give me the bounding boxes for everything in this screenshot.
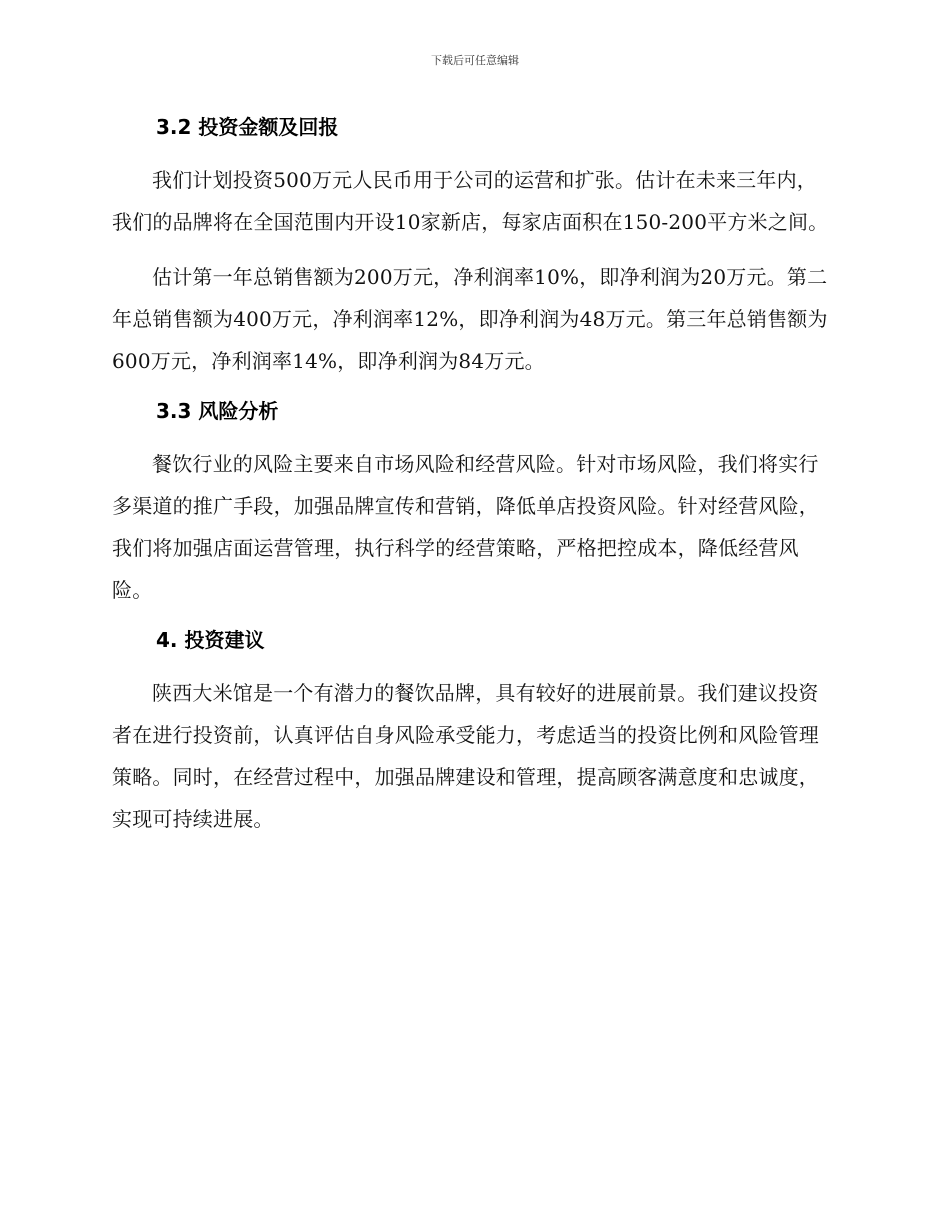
paragraph-investment-advice: 陕西大米馆是一个有潜力的餐饮品牌，具有较好的进展前景。我们建议投资者在进行投资前，认真评估自身风险承受能力，考虑适当的投资比例和风险管理策略。同时，在经营过程中，加强品牌建设和管理，提高顾客满意度和忠诚度，实现可持续进展。 — [112, 681, 819, 831]
paragraph-sales-forecast: 估计第一年总销售额为200万元，净利润率10%，即净利润为20万元。第二年总销售额为400万元，净利润率12%，即净利润为48万元。第三年总销售额为600万元，净利润率14%，即净利润为84万元。 — [112, 265, 828, 373]
section-heading-risk: 3.3 风险分析 — [156, 399, 279, 423]
section-heading-advice: 4. 投资建议 — [156, 628, 265, 652]
page-header: 下载后可任意编辑 — [431, 54, 519, 67]
section-heading-investment: 3.2 投资金额及回报 — [156, 115, 339, 139]
paragraph-risk-analysis: 餐饮行业的风险主要来自市场风险和经营风险。针对市场风险，我们将实行多渠道的推广手段，加强品牌宣传和营销，降低单店投资风险。针对经营风险，我们将加强店面运营管理，执行科学的经营策略，严格把控成本，降低经营风险。 — [112, 452, 819, 602]
document-body — [112, 111, 832, 840]
paragraph-investment-plan: 我们计划投资500万元人民币用于公司的运营和扩张。估计在未来三年内，我们的品牌将在全国范围内开设10家新店，每家店面积在150-200平方米之间。 — [112, 168, 829, 234]
